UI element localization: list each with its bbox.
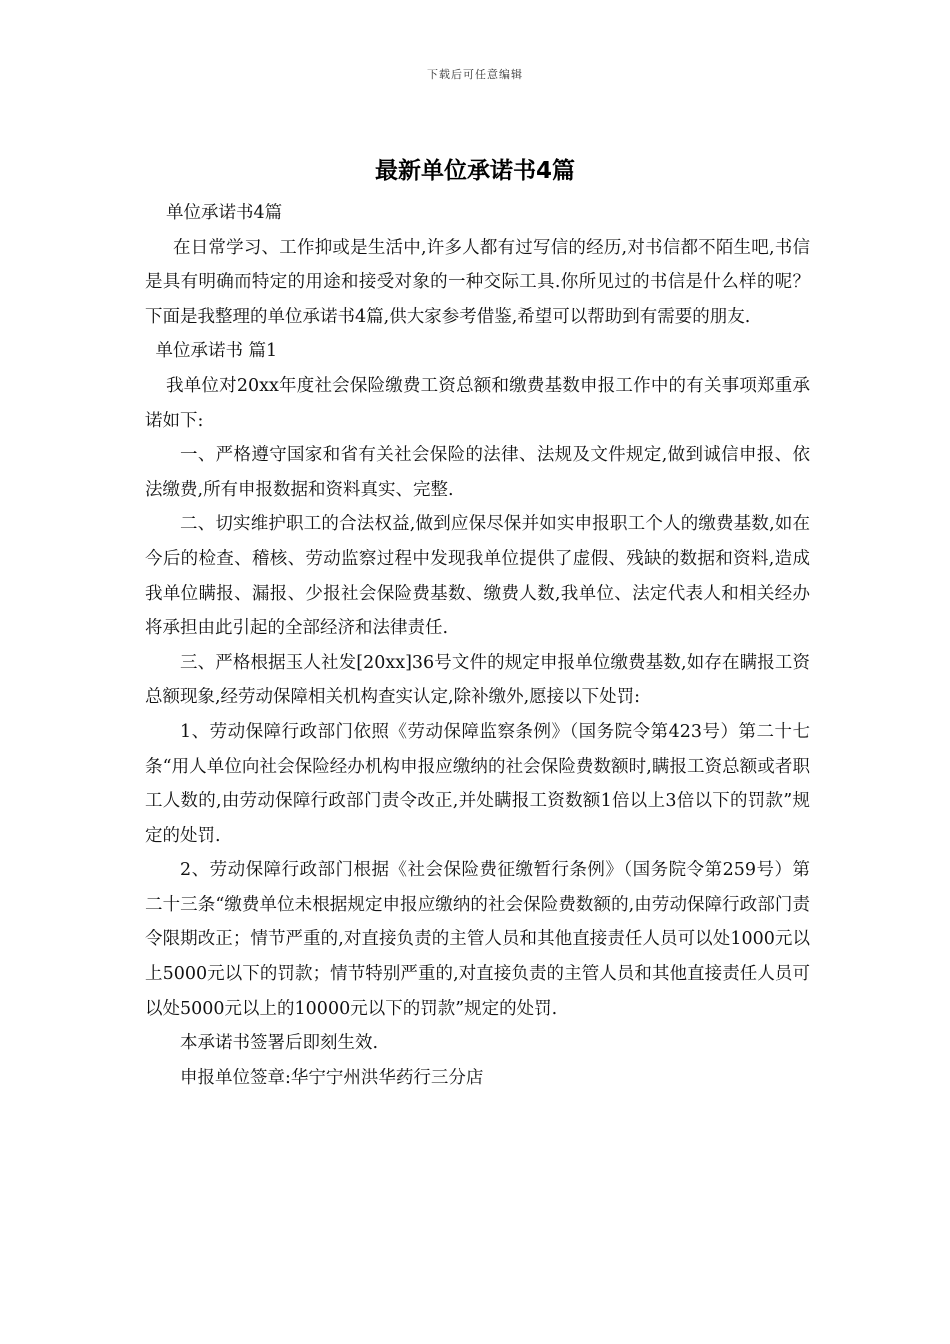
clause-2: 二、切实维护职工的合法权益,做到应保尽保并如实申报职工个人的缴费基数,如在今后的检查、稽核、劳动监察过程中发现我单位提供了虚假、残缺的数据和资料,造成我单位瞒报、漏报、少报社会保险费基数、缴费人数,我单位、法定代表人和相关经办将承担由此引起的全部经济和法律责任. xyxy=(145,514,810,639)
section-heading-1: 单位承诺书 篇1 xyxy=(155,341,278,362)
effective-statement: 本承诺书签署后即刻生效. xyxy=(180,1033,379,1054)
penalty-1: 1、劳动保障行政部门依照《劳动保障监察条例》（国务院令第423号）第二十七条“用人单位向社会保险经办机构申报应缴纳的社会保险费数额时,瞒报工资总额或者职工人数的,由劳动保障行政部门责令改正,并处瞒报工资数额1倍以上3倍以下的罚款”规定的处罚. xyxy=(145,721,810,846)
intro-paragraph: 在日常学习、工作抑或是生活中,许多人都有过写信的经历,对书信都不陌生吧,书信是具有明确而特定的用途和接受对象的一种交际工具.你所见过的书信是什么样的呢？下面是我整理的单位承诺书4篇,供大家参考借鉴,希望可以帮助到有需要的朋友. xyxy=(145,237,810,327)
intro-heading: 单位承诺书4篇 xyxy=(166,203,283,223)
clause-3: 三、严格根据玉人社发[20xx]36号文件的规定申报单位缴费基数,如存在瞒报工资总额现象,经劳动保障相关机构查实认定,除补缴外,愿接以下处罚: xyxy=(145,652,810,708)
penalty-2: 2、劳动保障行政部门根据《社会保险费征缴暂行条例》（国务院令第259号）第二十三条“缴费单位未根据规定申报应缴纳的社会保险费数额的,由劳动保障行政部门责令限期改正；情节严重的,对直接负责的主管人员和其他直接责任人员可以处1000元以上5000元以下的罚款；情节特别严重的,对直接负责的主管人员和其他直接责任人员可以处5000元以上的10000元以下的罚款”规定的处罚. xyxy=(145,860,810,1019)
signature-line: 申报单位签章:华宁宁州洪华药行三分店 xyxy=(180,1067,484,1088)
document-body xyxy=(145,196,810,1095)
document-title: 最新单位承诺书4篇 xyxy=(374,158,575,184)
clause-1: 一、严格遵守国家和省有关社会保险的法律、法规及文件规定,做到诚信申报、依法缴费,所有申报数据和资料真实、完整. xyxy=(145,445,810,500)
page-header-note: 下载后可任意编辑 xyxy=(427,68,523,81)
pledge-paragraph: 我单位对20xx年度社会保险缴费工资总额和缴费基数申报工作中的有关事项郑重承诺如下: xyxy=(145,375,810,431)
